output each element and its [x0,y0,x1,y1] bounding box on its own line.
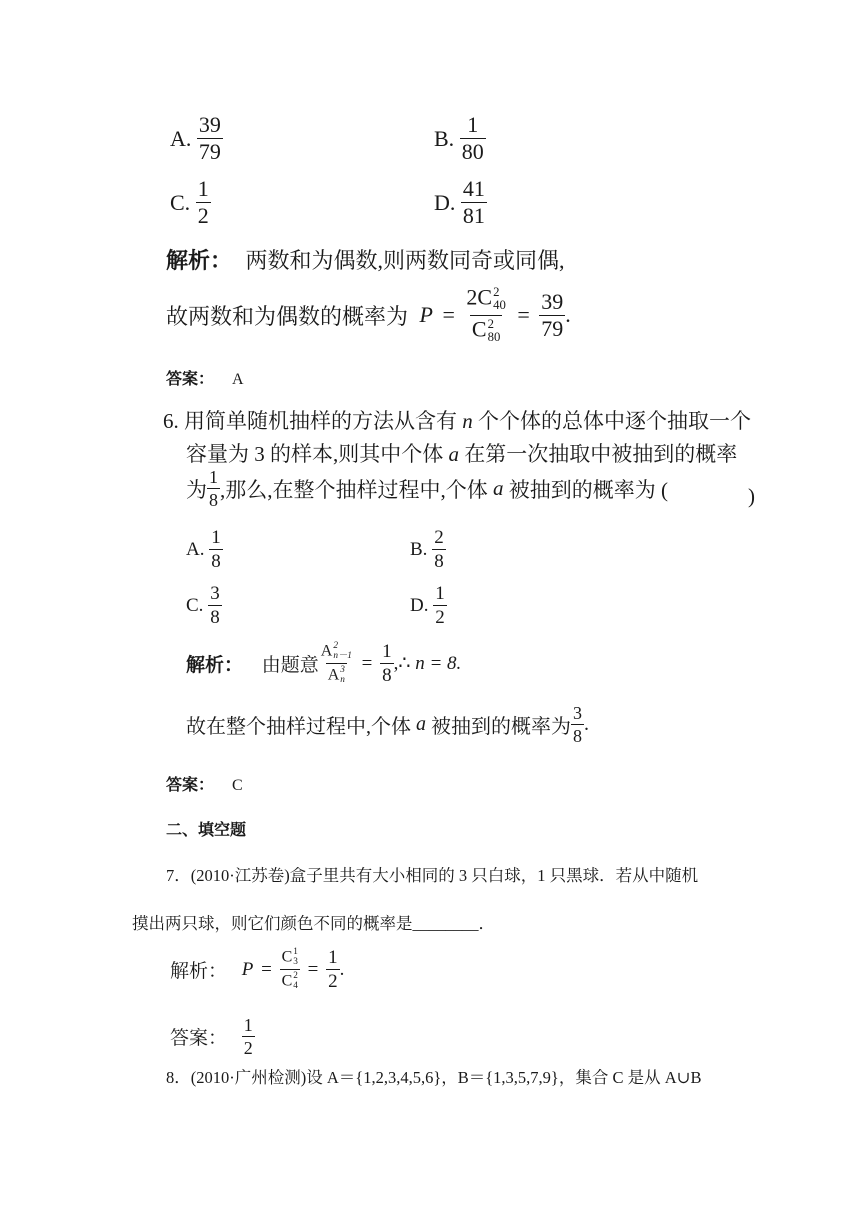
answer-value: C [232,777,243,794]
q6-line2: 容量为 3 的样本,则其中个体 a 在第一次抽取中被抽到的概率 [186,442,738,466]
option-label: D. [434,189,456,215]
analysis-text: 故两数和为偶数的概率为 [166,303,409,329]
analysis-label: 解析： [166,249,233,274]
q6-line1: 6. 用简单随机抽样的方法从含有 n 个个体的总体中逐个抽取一个 [163,409,751,433]
q5-answer [166,366,244,389]
math-var-a: a [448,442,459,466]
q7-answer [170,1016,255,1057]
q7-line2: 摸出两只球，则它们颜色不同的概率是________． [132,914,495,933]
option-label: B. [434,125,455,151]
q6-answer [166,772,243,795]
q5-analysis-line2: 故两数和为偶数的概率为 P = 2C 2 40 C 2 80 = $\frac{39}{79}$ . [166,284,571,345]
q6-option-c: C. $\frac{3}{8}$ [186,583,220,628]
answer-label: 答案： [166,775,215,794]
answer-label: 答案： [166,369,215,388]
q6-analysis-line2: 故在整个抽样过程中,个体 a 被抽到的概率为 $\frac{3}{8}$ . [186,703,589,746]
option-fraction: $\frac{1}{2}$ [197,176,209,228]
q6-option-b: B. $\frac{2}{8}$ [410,527,444,572]
q5-analysis-line1 [166,244,565,275]
answer-label: 答案： [170,1027,228,1049]
analysis-label: 解析： [186,654,244,677]
q6-analysis-line1: 解析： 由题意 A 2 n－1 A 3 n = $\frac{1}{8}$ ,∴ n = 8. [186,641,462,687]
probability-fraction: $\frac{1}{8}$ [209,467,218,510]
option-label: A. [170,125,192,151]
q8-line1: 8．(2010·广州检测)设 A＝{1,2,3,4,5,6}，B＝{1,3,5,7,9}，集合 C 是从 A∪B [166,1068,702,1087]
option-fraction: $\frac{39}{79}$ [198,112,221,164]
option-fraction: $\frac{41}{81}$ [462,176,485,228]
result-fraction: $\frac{39}{79}$ [541,288,564,341]
math-var-p: P [419,302,433,328]
q6-line3: 为 $\frac{1}{8}$ ,那么,在整个抽样过程中,个体 a 被抽到的概率为 ( [186,467,668,510]
q5-option-b [434,114,486,163]
q5-option-c [170,178,211,227]
q5-option-d [434,178,487,227]
q7-line1: 7．(2010·江苏卷)盒子里共有大小相同的 3 只白球，1 只黑球．若从中随机 [166,866,699,885]
q7-analysis: 解析： P = C 1 3 C 2 4 = $\frac{1}{2}$ . [170,947,345,993]
probability-fraction: 2C 2 40 C 2 80 [466,284,506,345]
answer-value: A [232,371,244,388]
math-var-n: n [462,409,473,433]
equals-sign: = [517,302,530,328]
q6-paren-close: ) [748,484,755,508]
analysis-text: 两数和为偶数,则两数同奇或同偶, [245,248,565,273]
q5-option-a [170,114,223,163]
combination-fraction: C 1 3 C 2 4 [281,947,298,992]
q6-option-a: A. $\frac{1}{8}$ [186,527,221,572]
option-fraction: $\frac{1}{80}$ [461,112,484,164]
answer-fraction: $\frac{1}{2}$ [243,1015,253,1058]
equals-sign: = [442,302,455,328]
option-label: C. [170,189,191,215]
analysis-label: 解析： [170,960,228,983]
section-title: 二、填空题 [166,820,247,839]
arrangement-fraction: A 2 n－1 A 3 n [320,641,352,686]
q6-option-d: D. $\frac{1}{2}$ [410,583,445,628]
